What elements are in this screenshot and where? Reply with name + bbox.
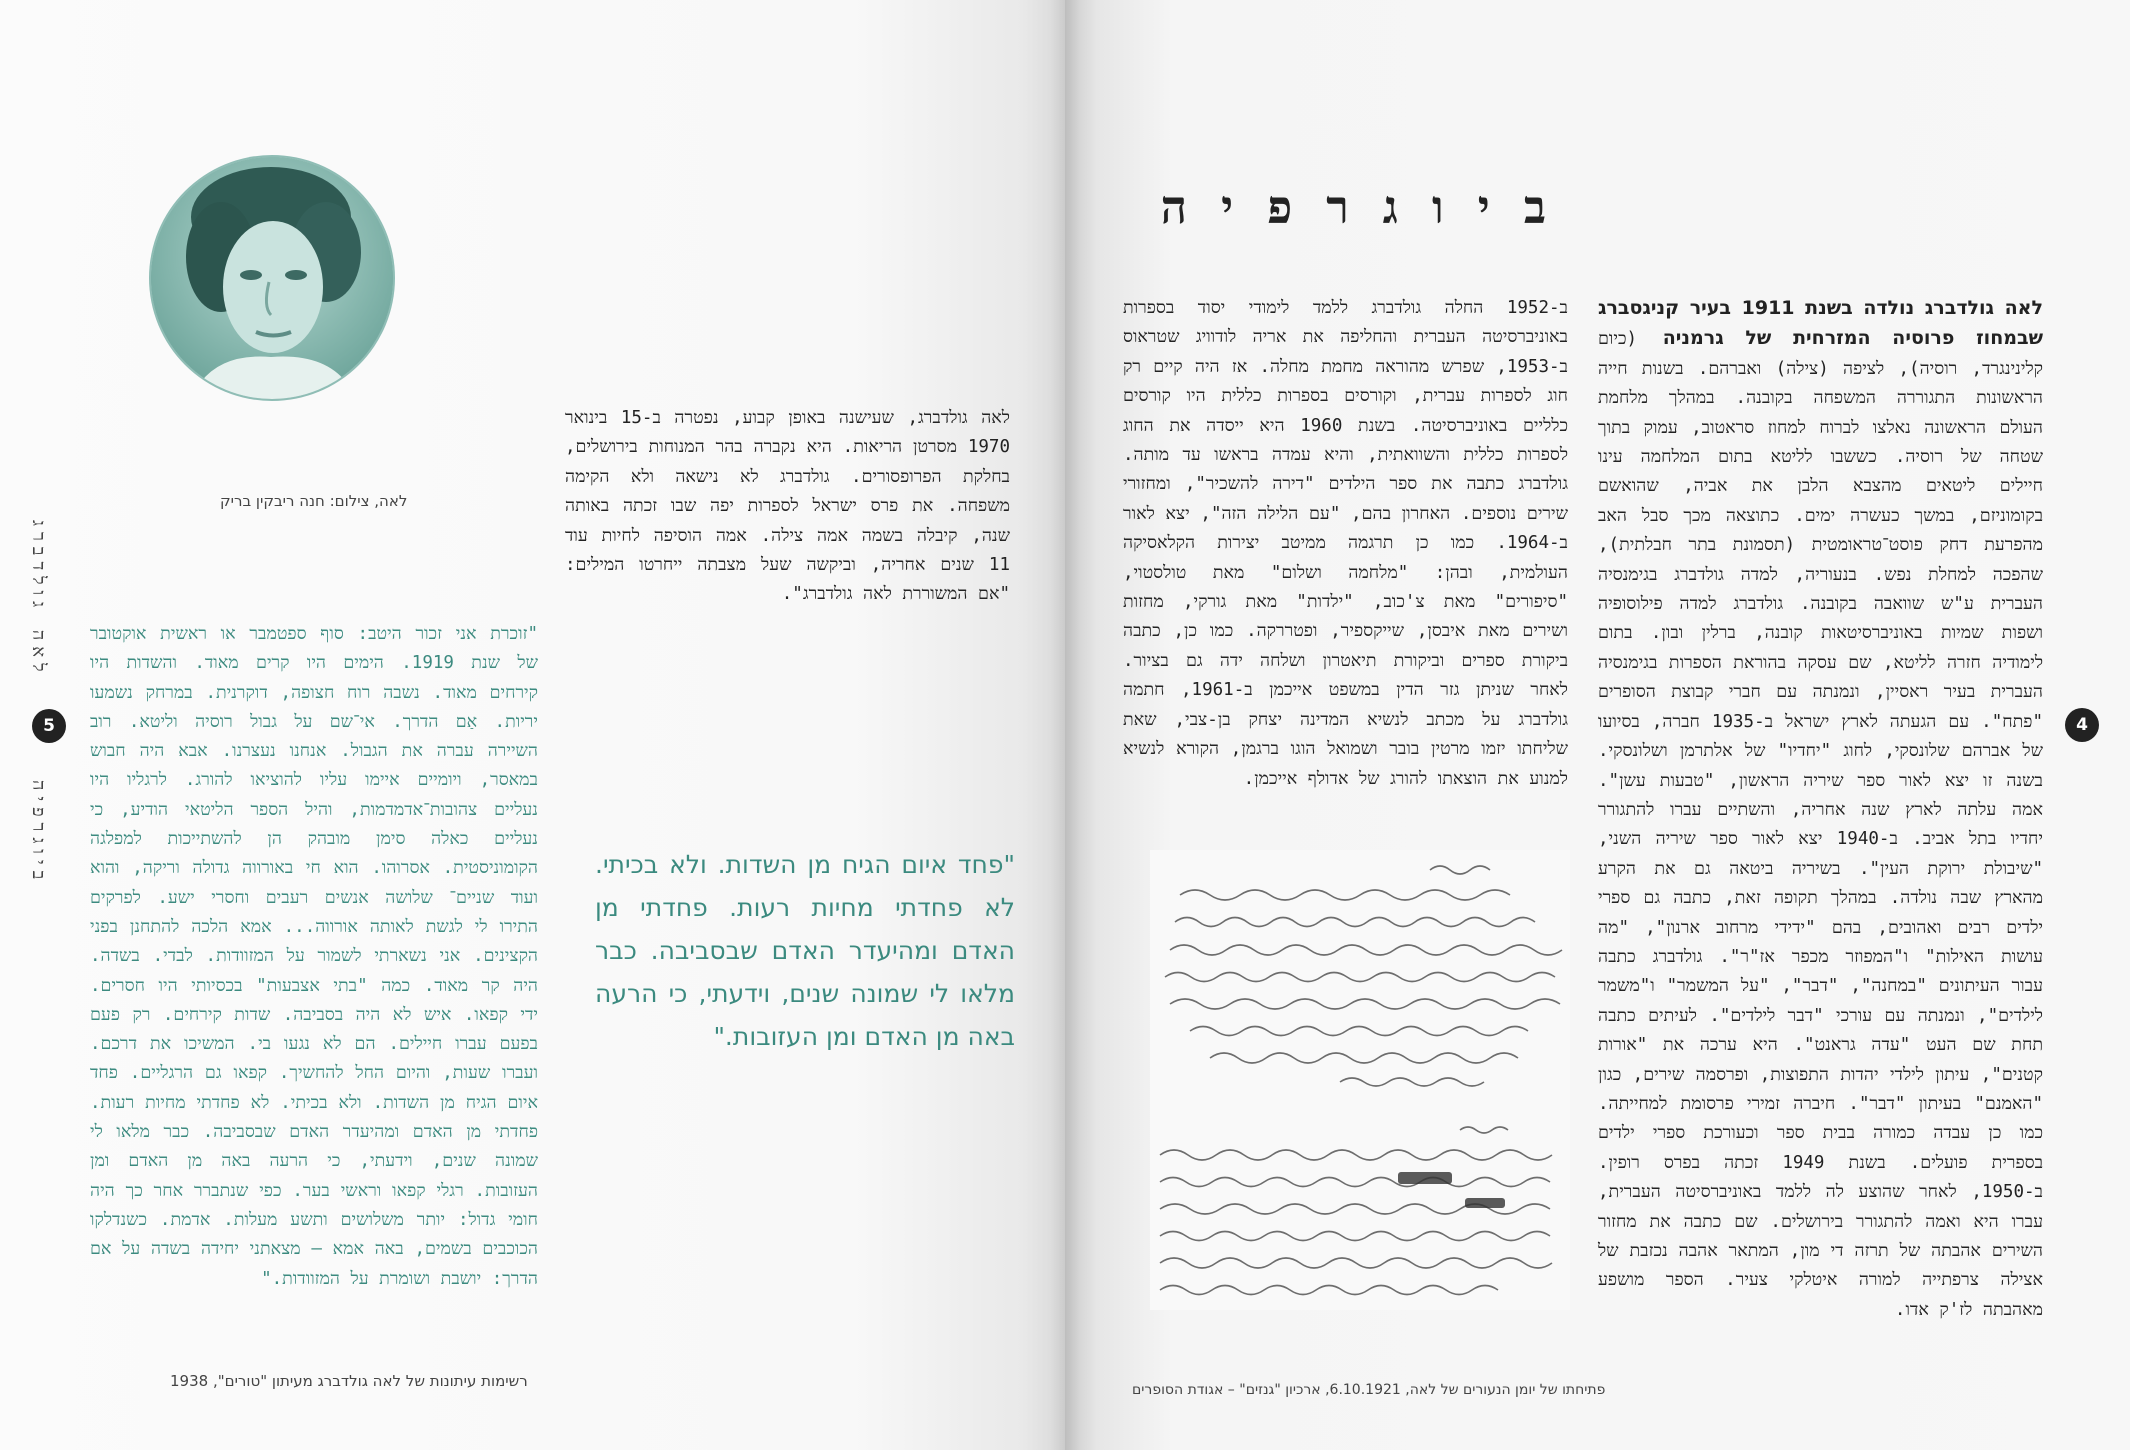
handwriting-illustration [1150,850,1570,1310]
book-gutter [1050,0,1080,1450]
section-title-vertical [28,780,50,886]
bio-continuation: לאה גולדברג, שעישנה באופן קבוע, נפטרה ב-15 בינואר 1970 מסרטן הריאות. היא נקברה בהר המנוחות בירושלים, בחלקת הפרופסורים. גולדברג לא נישאה ולא הקימה משפחה. את פרס ישראל לספרות יפה שבו זכתה באותה שנה, קיבלה בשמה אמה צילה. אמה הוסיפה לחיות עוד 11 שנים אחריה, וביקשה שעל מצבתה ייחרטו המילים: "אם המשוררת לאה גולדברג". [565,408,1010,605]
diary-excerpt: "זוכרת אני זכור היטב: סוף ספטמבר או ראשית אוקטובר של שנת 1919. הימים היו קרים מאוד. והשדות היו קירחים מאוד. נשבה רוח חצופה, דוקרנית. במרחק נשמעו יריות. אַם הדרך. אי־שם על גבול רוסיה וליטא. רוב השיירה עברה את הגבול. אנחנו נעצרנו. אבא היה חבוש במאסר, ויומיים איימו עליו להוציאו להורג. לרגליו היו נעליים צהובות־אדמדמות, והיל הספר הליטאי הודיע, כי נעליים כאלה סימן מובהק הן להשתייכות למפלגה הקומוניסטית. אסרוהו. הוא חי באורווה גדולה וריקה, והוא ועוד שניים־ שלושה אנשים רעבים וחסרי ישע. לפרקים התירו לי לגשת לאותה אורווה... אמא הלכה להתחנן בפני הקצינים. אני נשארתי לשמור על המזוודות. לבדי. בשדה. היה קר מאוד. כמה "בתי אצבעות" בכסיותי היו חסרים. ידי קפאו. איש לא היה בסביבה. שדות קירחים. רק פעם בפעם עברו חיילים. הם לא נגעו בי. המשיכו את דרכם. ועברו שעות, והיום החל להחשיך. קפאו גם הרגליים. פחד איום הגיח מן השדות. ולא בכיתי. לא פחדתי מחיות רעות. פחדתי מן האדם ומהיעדר האדם שבסביבה. כבר מלאו לי שמונה שנים, וידעתי, כי הרעה באה מן האדם ומן העזובות. רגלי קפאו וראשי בער. כפי שנתברר אחר כך היה חומי גדול: יותר משלושים ותשע מעלות. אדמת. כשנדלקו הכוכבים בשמים, באה אמא — מצאתני יחידה בשדה על אם הדרך: יושבת ושומרת על המזוודות." [90,624,538,1289]
manuscript-image [1150,850,1570,1310]
source-caption: רשימות עיתונות של לאה גולדברג מעיתון "טורים", 1938 [170,1372,528,1390]
bio-heading: ביוגרפיה [1160,180,1580,234]
section-title-vertical-text: ביוגרפיה [28,780,49,886]
bio-column-1-text: (כיום קלינינגרד, רוסיה), לציפה (צילה) ואברהם. בשנות חייה הראשונות התגוררה המשפחה בקובנה. במהלך מלחמת העולם הראשונה נאלצו לברוח למחוז סראטוב, עמוק בתוך שטחה של רוסיה. כששבו לליטא בתום המלחמה עינו חיילים ליטאים מהצבא הלבן את אביה, שהואשם בקומוניזם, במשך כעשרה ימים. כתוצאה מכך סבל האב מהפרעת דחק פוסט־טראומטית (תסמונת בתר חבלתית), שהפכה למחלת נפש. בנעוריה, למדה גולדברג בגימנסיה העברית ע"ש שוואבה בקובנה. גולדברג למדה פילוסופיה ושפות שמיות באוניברסיטאות קובנה, ברלין ובון. בתום לימודיה חזרה לליטא, שם עסקה בהוראת הספרות בגימנסיה העברית בעיר ראסיין, ונמנתה עם חברי קבוצת הסופרים "פתח". עם הגעתה לארץ ישראל ב-1935 חברה, בסיועו של אברהם שלונסקי, לחוג "יחדיו" של אלתרמן ושלונסקי. בשנה זו יצא לאור ספר שיריה הראשון, "טבעות עשן". אמה עלתה לארץ שנה אחריה, והשתיים עברו להתגורר יחדיו בתל אביב. ב-1940 יצא לאור ספר שיריה השני, "שיבולת ירוקת העין". בשיריה ביטאה גם את הקרע מהארץ שבה נולדה. במהלך תקופה זאת, כתבה גם ספרי ילדים רבים ואהובים, בהם "ידידי מרחוב ארנון", "מה עושות האילות" ו"המפוזר מכפר אז"ר". גולדברג כתבה עבור העיתונים "במחנה", "דבר", "על המשמר" ו"משמר לילדים", ונמנתה עם עורכי "דבר לילדים". לעיתים כתבה תחת שם העט "עדה גראנט". היא ערכה את "אורות קטנים", עיתון לילדי יהדות התפוצות, ופרסמה שירים, כגון "האמנם" בעיתון "דבר". חיברה זמירי פרסומת למחייתה. כמו כן עבדה כמורה בבית ספר וכעורכת ספרי ילדים בספרית פועלים. בשנת 1949 זכתה בפרס רופין. ב-1950, לאחר שהוצע לה ללמד באוניברסיטה העברית, עברו היא ואמה להתגורר בירושלים. שם כתבה את מחזור השירים אהבתה של תרזה די מון, המתאר אהבה נכזבת של אצילה צרפתייה למורה איטלקי צעיר. הספר מושפע מאהבתה לז'ק אדו. [1598,329,2043,1320]
running-title-text: לאה גולדברג [28,520,49,678]
pull-quote: "פחד איום הגיח מן השדות. ולא בכיתי. לא פחדתי מחיות רעות. פחדתי מן האדם ומהיעדר האדם שבסביבה. כבר מלאו לי שמונה שנים, וידעתי, כי הרעה באה מן האדם ומן העזובות." [595,850,1015,1051]
page-number-right: 4 [2065,708,2099,742]
bio-intro-bold: לאה גולדברג נולדה בשנת 1911 בעיר קניגסברג שבמחוז פרוסיה המזרחית של גרמניה [1598,297,2043,350]
page-number-left: 5 [32,709,66,743]
manuscript-caption: פתיחתו של יומן הנעורים של לאה, 6.10.1921, ארכיון "גנזים" – אגודת הסופרים [1132,1382,1606,1398]
running-title [28,520,50,678]
photo-caption: לאה, צילום: חנה ריבקין בריק [220,492,408,510]
portrait-photo [151,157,393,399]
bio-column-1 [1598,294,2043,1325]
portrait-illustration [151,157,393,399]
bio-column-2: ב-1952 החלה גולדברג ללמד לימודי יסוד בספרות באוניברסיטה העברית והחליפה את אריה לודוויג שטראוס ב-1953, שפרש מהוראה מחמת מחלה. אז היה קיים רק חוג לספרות עברית, וקורסים בספרות כללית היו קורסים כלליים באוניברסיטה. בשנת 1960 היא ייסדה את החוג לספרות כללית והשוואתית, והיא עמדה בראשו עד מותה. גולדברג כתבה את ספר הילדים "דירה להשכיר", ומחזורי שירים נוספים. האחרון בהם, "עם הלילה הזה", יצא לאור ב-1964. כמו כן תרגמה ממיטב יצירות הקלאסיקה העולמית, ובהן: "מלחמה ושלום" מאת טולסטוי, "סיפורים" מאת צ'כוב, "ילדות" מאת גורקי, מחזות ושירים מאת איבסן, שייקספיר, ופטררקה. כמו כן, כתבה ביקורת ספרים וביקורת תיאטרון ושלחה ידה גם בציור. לאחר שניתן גזר הדין במשפט אייכמן ב-1961, חתמה גולדברג על מכתב לנשיא המדינה יצחק בן-צבי, שאת שליחתו יזמו מרטין בובר ושמואל הוגו ברגמן, הקורא לנשיא למנוע את הוצאתו להורג של אדולף אייכמן. [1123,298,1568,789]
